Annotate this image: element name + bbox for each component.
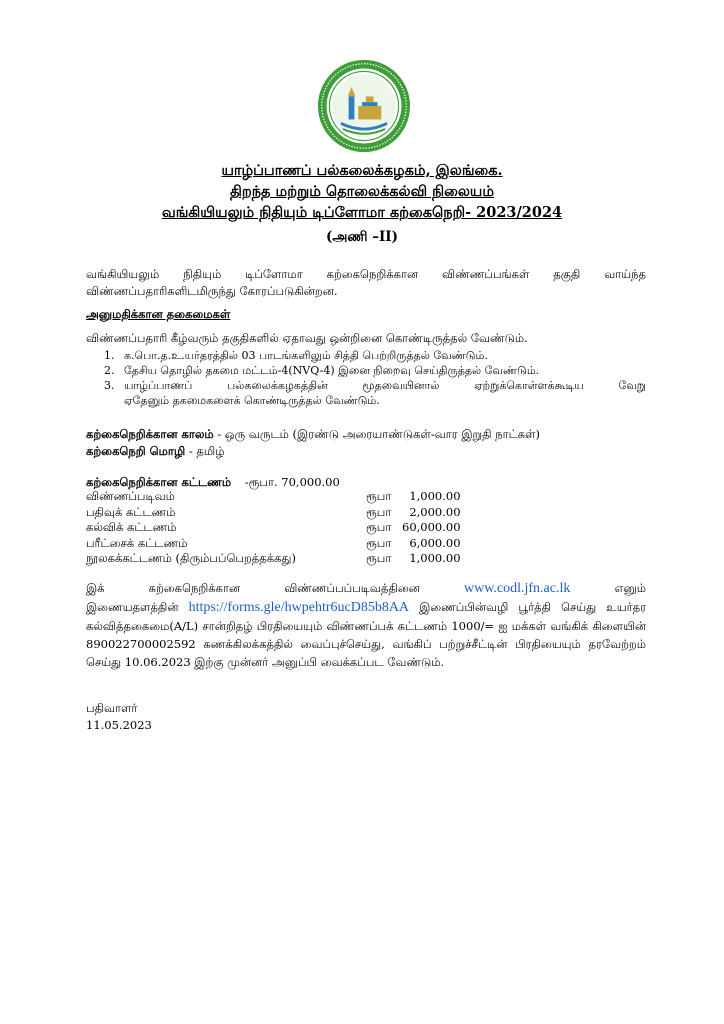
signature-block [86, 700, 152, 734]
university-name: யாழ்ப்பாணப் பல்கலைக்கழகம், இலங்கை. [221, 162, 503, 179]
table-row [86, 489, 461, 505]
fee-name: விண்ணப்படிவம் [86, 489, 175, 503]
fee-name: பதிவுக் கட்டணம் [86, 504, 176, 519]
university-logo-icon [316, 58, 412, 154]
fee-name: நூலகக்கட்டணம் (திரும்பப்பெறத்தக்கது) [86, 551, 296, 565]
document-header [0, 160, 724, 249]
duration-line [86, 426, 646, 443]
fee-name: கல்விக் கட்டணம் [86, 520, 177, 534]
signature-date: 11.05.2023 [86, 718, 152, 732]
list-item: 2. தேசிய தொழில் தகமை மட்டம்-4(NVQ-4) இனை நிறைவு செய்திருத்தல் வேண்டும். [118, 363, 646, 378]
fee-amount: 1,000.00 [409, 489, 461, 503]
duration-value: - ஒரு வருடம் (இரண்டு அரையாண்டுகள்-வார இறுதி நாட்கள்) [217, 427, 540, 441]
intro-paragraph: வங்கியியலும் நிதியும் டிப்ளோமா கற்கைநெறிக்கான விண்ணப்பங்கள் தகுதி வாய்ந்த விண்ணப்பதாரிகளிடமிருந்து கோரப்படுகின்றன. [86, 267, 646, 298]
eligibility-intro: விண்ணப்பதாரி கீழ்வரும் தகுதிகளில் ஏதாவது ஒன்றினை கொண்டிருத்தல் வேண்டும். [86, 331, 528, 345]
list-item: 1. க.பொ.த.உ.யர்தரத்தில் 03 பாடங்களிலும் சித்தி பெற்றிருத்தல் வேண்டும். [118, 348, 646, 363]
google-form-link[interactable]: https://forms.gle/hwpehtr6ucD85b8AA [188, 600, 410, 615]
fees-heading [86, 474, 340, 490]
table-row [86, 505, 461, 521]
signatory-title: பதிவாளர் [86, 701, 138, 715]
list-item: 3. யாழ்ப்பாணப் பல்கலைக்கழகத்தின் மூதவையினால் ஏற்றுக்கொள்ளக்கூடிய வேறு ஏதேனும் தகமைகளைக் கொண்டிருத்தல் வேண்டும். [118, 378, 646, 408]
batch-label: (அணி –II) [326, 229, 398, 245]
language-line [86, 443, 646, 460]
fee-amount: 1,000.00 [409, 551, 461, 565]
application-first-line: இக் கற்கைநெறிக்கான விண்ணப்பப்படிவத்தினை www.codl.jfn.ac.lk எனும் [86, 581, 647, 596]
fee-currency: ரூபா [366, 551, 392, 565]
centre-name: திறந்த மற்றும் தொலைக்கல்வி நிலையம் [230, 183, 494, 200]
fee-amount: 2,000.00 [409, 504, 461, 519]
table-row [86, 536, 461, 552]
fee-currency: ரூபா [366, 489, 392, 503]
fee-name: பரீட்சைக் கட்டணம் [86, 535, 188, 550]
fees-table [86, 489, 461, 567]
fee-amount: 60,000.00 [402, 520, 461, 534]
course-title: வங்கியியலும் நிதியும் டிப்ளோமா கற்கைநெறி- 2023/2024 [161, 204, 563, 221]
fee-amount: 6,000.00 [409, 535, 461, 550]
table-row [86, 520, 461, 536]
fee-currency: ரூபா [366, 520, 392, 534]
language-value: - தமிழ் [188, 444, 225, 458]
duration-label: கற்கைநெறிக்கான காலம் [86, 427, 214, 441]
eligibility-heading: அனுமதிக்கான தகைமைகள் [86, 307, 231, 321]
application-paragraph: இக் கற்கைநெறிக்கான விண்ணப்பப்படிவத்தினை www.codl.jfn.ac.lk எனும் இணையதளத்தின் https://forms.gle/hwpehtr6ucD85b8AA இணைப்பின்வழி பூர்த்தி செய்து உயர்தர கல்வித்தகைமை(A/L) சான்றிதழ் பிரதியையும் விண்ணப்பக் கட்டணம் 1000/= ஐ மக்கள் வங்கிக் கிளையின் 890022700002592 கணக்கிலக்கத்தில் வைப்புச்செய்து, வங்கிப் பற்றுச்சீட்டின் பிரதியையும் தரவேற்றம் செய்து 10.06.2023 இற்கு முன்னர் அனுப்பி வைக்கப்பட வேண்டும். [86, 581, 647, 669]
fees-total: -ரூபா. 70,000.00 [244, 475, 340, 489]
fee-currency: ரூபா [366, 535, 392, 550]
eligibility-list [86, 348, 646, 408]
fees-label: கற்கைநெறிக்கான கட்டணம் [86, 475, 232, 489]
fee-currency: ரூபா [366, 504, 392, 519]
language-label: கற்கைநெறி மொழி [86, 444, 186, 458]
table-row [86, 551, 461, 567]
website-link[interactable]: www.codl.jfn.ac.lk [463, 581, 571, 596]
list-item-continuation: ஏதேனும் தகமைகளைக் கொண்டிருத்தல் வேண்டும். [124, 394, 380, 407]
